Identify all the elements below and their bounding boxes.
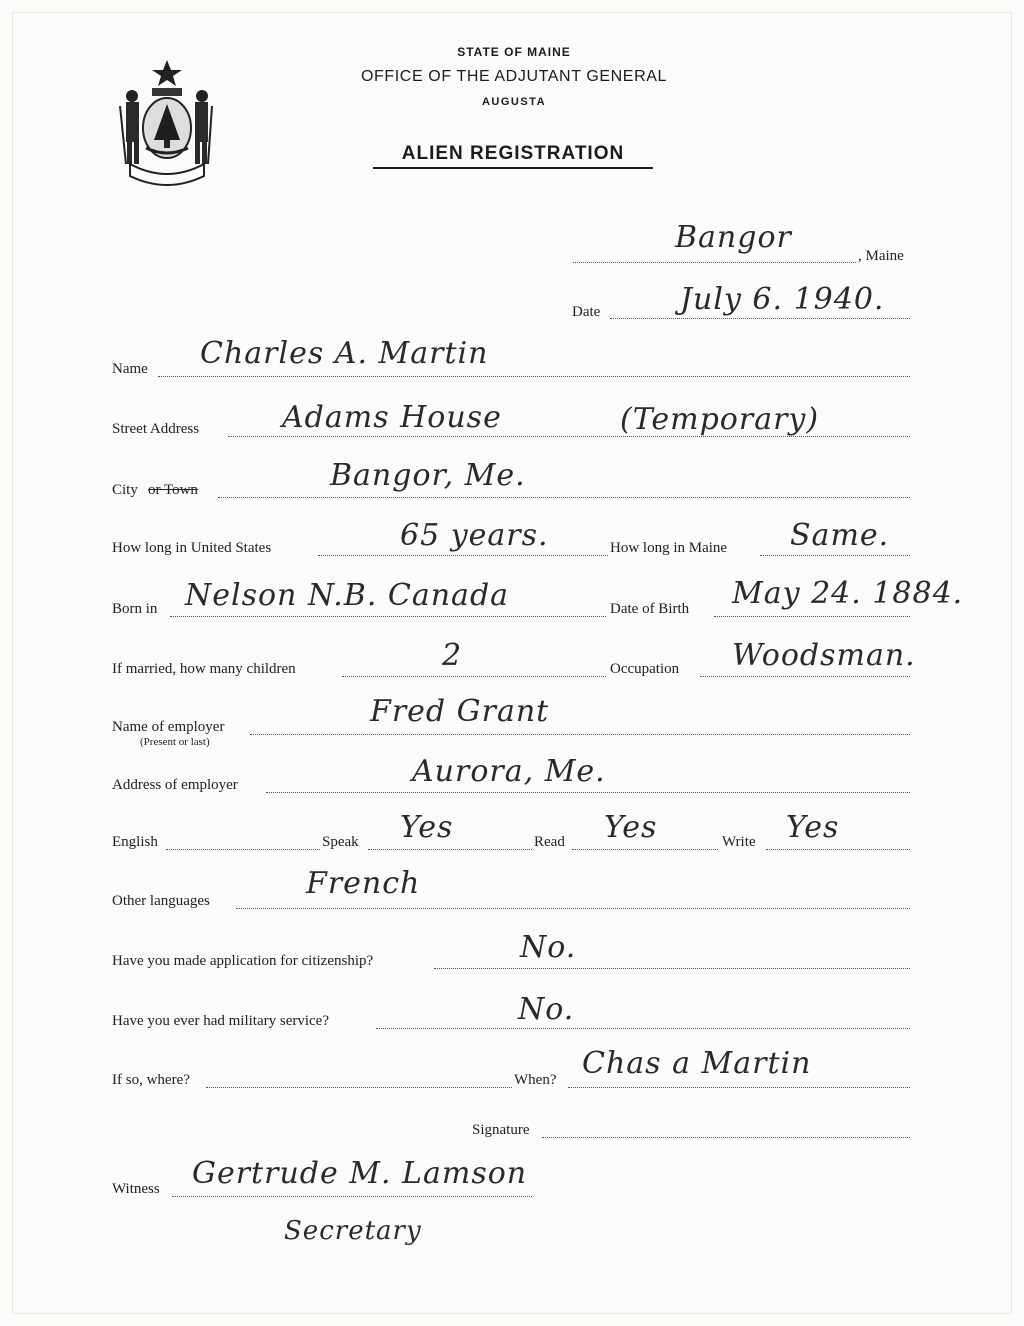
born-in-value: Nelson N.B. Canada — [185, 578, 510, 613]
military-line — [376, 1028, 910, 1029]
town-value: Bangor — [675, 220, 792, 255]
header-city: AUGUSTA — [481, 96, 547, 108]
dob-line — [714, 616, 910, 617]
when-line — [568, 1087, 910, 1088]
how-long-maine-label: How long in Maine — [610, 540, 728, 556]
citizenship-line — [434, 968, 910, 969]
where-line — [206, 1087, 512, 1088]
maine-seal-icon — [112, 56, 222, 186]
witness-label: Witness — [112, 1181, 160, 1197]
street-label: Street Address — [112, 421, 200, 437]
employer-address-line — [266, 792, 910, 793]
dob-value: May 24. 1884. — [732, 576, 964, 611]
military-label: Have you ever had military service? — [112, 1013, 329, 1029]
employer-sublabel: (Present or last) — [140, 736, 210, 748]
street-note: (Temporary) — [620, 402, 820, 437]
speak-line — [368, 849, 532, 850]
how-long-maine-value: Same. — [790, 518, 890, 553]
write-line — [766, 849, 910, 850]
employer-line — [250, 734, 910, 735]
date-value: July 6. 1940. — [680, 282, 885, 317]
other-languages-value: French — [306, 866, 421, 901]
header-state: STATE OF MAINE — [457, 45, 571, 59]
city-value: Bangor, Me. — [330, 458, 526, 493]
town-line — [573, 262, 856, 263]
write-value: Yes — [786, 810, 840, 845]
english-label: English — [112, 834, 158, 850]
children-value: 2 — [442, 638, 463, 673]
name-label: Name — [112, 361, 148, 377]
read-line — [572, 849, 718, 850]
born-in-line — [170, 616, 606, 617]
other-languages-line — [236, 908, 910, 909]
born-in-label: Born in — [112, 601, 158, 617]
date-label: Date — [572, 304, 601, 320]
children-label: If married, how many children — [112, 661, 296, 677]
how-long-maine-line — [760, 555, 910, 556]
read-value: Yes — [604, 810, 658, 845]
signature-line — [542, 1137, 910, 1138]
employer-address-label: Address of employer — [112, 777, 238, 793]
header-office: OFFICE OF THE ADJUTANT GENERAL — [360, 68, 668, 85]
military-value: No. — [518, 992, 575, 1027]
employer-label: Name of employer — [112, 719, 225, 735]
name-line — [158, 376, 910, 377]
witness-title: Secretary — [284, 1216, 422, 1246]
signature-label: Signature — [472, 1122, 530, 1138]
read-label: Read — [534, 834, 565, 850]
witness-line — [172, 1196, 532, 1197]
witness-value: Gertrude M. Lamson — [192, 1156, 528, 1191]
speak-value: Yes — [400, 810, 454, 845]
occupation-value: Woodsman. — [732, 638, 916, 673]
when-label: When? — [514, 1072, 557, 1088]
date-line — [610, 318, 910, 319]
signature-value: Chas a Martin — [582, 1046, 812, 1081]
form-title: ALIEN REGISTRATION — [373, 143, 653, 169]
occupation-label: Occupation — [610, 661, 680, 677]
employer-address-value: Aurora, Me. — [412, 754, 606, 789]
speak-label: Speak — [322, 834, 359, 850]
occupation-line — [700, 676, 910, 677]
street-value: Adams House — [282, 400, 502, 435]
dob-label: Date of Birth — [610, 601, 690, 617]
other-languages-label: Other languages — [112, 893, 210, 909]
how-long-us-label: How long in United States — [112, 540, 272, 556]
citizenship-label: Have you made application for citizenship? — [112, 953, 374, 969]
how-long-us-line — [318, 555, 608, 556]
maine-label: , Maine — [858, 248, 904, 264]
write-label: Write — [722, 834, 756, 850]
or-town-label: or Town — [148, 482, 198, 498]
employer-value: Fred Grant — [370, 694, 550, 729]
english-line — [166, 849, 320, 850]
citizenship-value: No. — [520, 930, 577, 965]
city-label: City — [112, 482, 138, 498]
how-long-us-value: 65 years. — [400, 518, 549, 553]
children-line — [342, 676, 606, 677]
where-label: If so, where? — [112, 1072, 190, 1088]
city-line — [218, 497, 910, 498]
name-value: Charles A. Martin — [200, 336, 489, 371]
